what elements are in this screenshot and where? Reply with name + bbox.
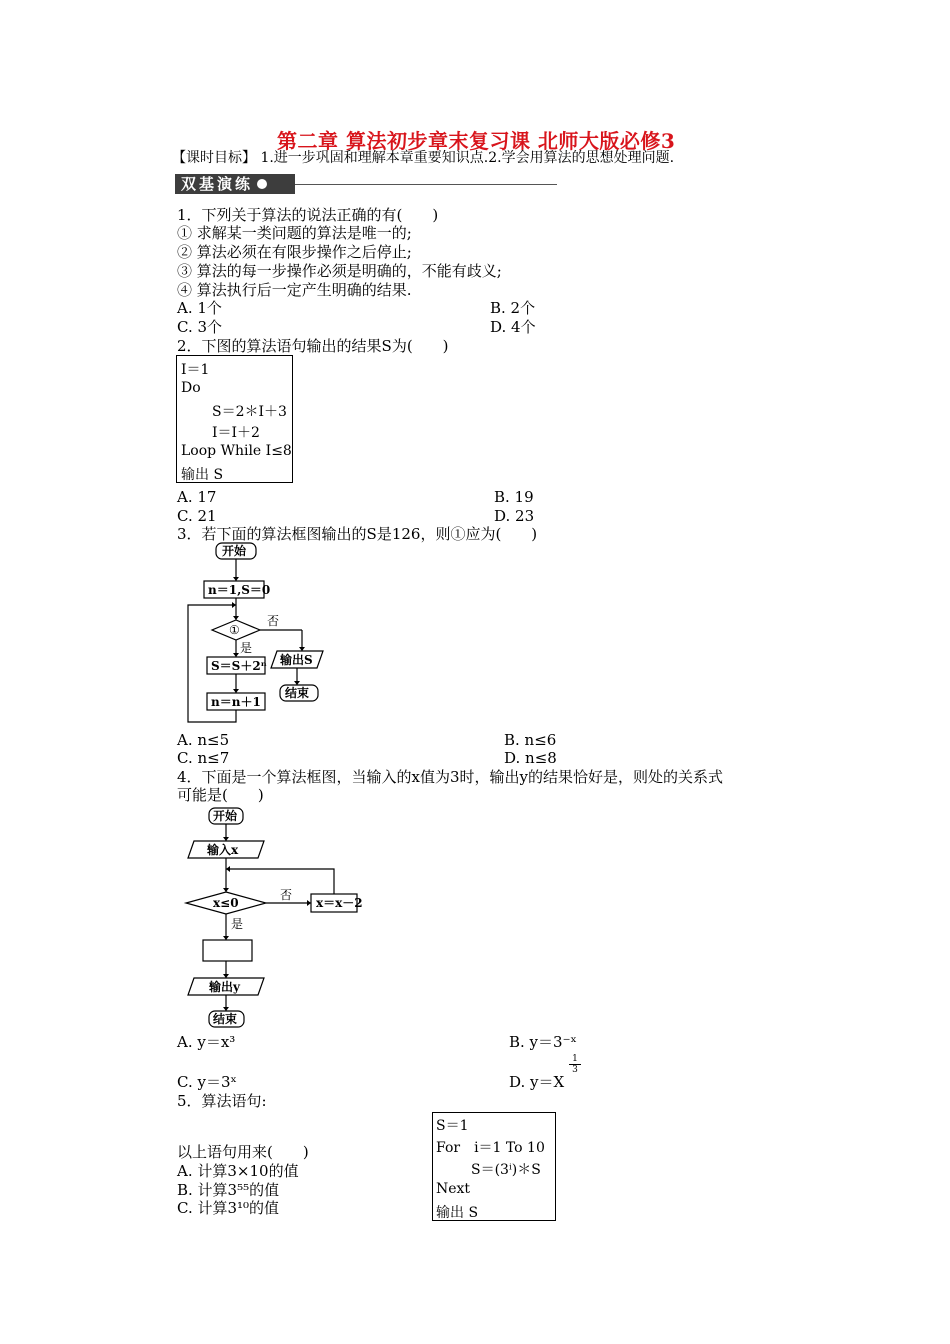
assign-label: x＝x－2 xyxy=(316,896,363,910)
q1-item: ③ 算法的每一步操作必须是明确的，不能有歧义; xyxy=(177,262,502,280)
end-label: 结束 xyxy=(285,686,310,700)
section-banner-label: 双基演练 xyxy=(181,175,254,193)
q4-option-c: C. y＝3ˣ xyxy=(177,1073,237,1091)
section-divider xyxy=(295,184,557,185)
q4-option-a: A. y＝x³ xyxy=(177,1033,236,1051)
blank-box xyxy=(203,940,252,961)
q1-item: ① 求解某一类问题的算法是唯一的; xyxy=(177,224,412,242)
q1-option-a: A. 1个 xyxy=(177,299,222,317)
q1-item: ② 算法必须在有限步操作之后停止; xyxy=(177,243,412,261)
increment-label: n＝n＋1 xyxy=(211,695,261,709)
q1-stem: 1．下列关于算法的说法正确的有( ) xyxy=(177,206,439,224)
q1-option-b: B. 2个 xyxy=(490,299,536,317)
q5-stem: 5．算法语句: xyxy=(177,1092,267,1110)
code-line: 输出 S xyxy=(436,1205,479,1221)
q3-option-b: B. n≤6 xyxy=(504,731,557,749)
code-line: Do xyxy=(181,380,201,396)
q1-option-c: C. 3个 xyxy=(177,318,223,336)
q4-option-b: B. y＝3⁻ˣ xyxy=(509,1033,577,1051)
q4-option-d xyxy=(509,1073,564,1091)
q5-option-b: B. 计算3⁵⁵的值 xyxy=(177,1181,280,1199)
q4-option-d-exponent xyxy=(569,1054,581,1075)
code-line: S＝(3ⁱ)＊S xyxy=(471,1162,541,1178)
section-banner xyxy=(175,174,295,194)
start-label: 开始 xyxy=(222,544,247,558)
bullet-icon xyxy=(257,179,267,189)
code-line: I＝I＋2 xyxy=(212,425,260,441)
q2-option-b: B. 19 xyxy=(494,488,534,506)
yes-label: 是 xyxy=(231,917,244,931)
code-line: Next xyxy=(436,1181,471,1197)
code-line: For i＝1 To 10 xyxy=(436,1140,545,1156)
code-line: 输出 S xyxy=(181,467,224,483)
yes-label: 是 xyxy=(240,641,253,655)
code-line: Loop While I≤8 xyxy=(181,443,292,459)
start-label: 开始 xyxy=(213,809,238,823)
q4-flowchart xyxy=(180,803,370,1033)
q2-option-a: A. 17 xyxy=(177,488,217,506)
no-label: 否 xyxy=(267,614,280,628)
page-title: 第二章 算法初步章末复习课 北师大版必修3 xyxy=(277,129,676,153)
q2-option-d: D. 23 xyxy=(494,507,535,525)
input-label: 输入x xyxy=(207,843,239,857)
code-line: S＝2＊I＋3 xyxy=(212,404,287,420)
condition-label: x≤0 xyxy=(213,896,239,910)
code-line: S＝1 xyxy=(436,1118,469,1134)
q3-stem: 3．若下面的算法框图输出的S是126，则①应为( ) xyxy=(177,525,538,543)
q5-option-c: C. 计算3¹⁰的值 xyxy=(177,1199,280,1217)
exponent-numerator: 1 xyxy=(572,1054,578,1064)
q4-stem-continued: 可能是( ) xyxy=(177,786,264,804)
q3-option-c: C. n≤7 xyxy=(177,749,230,767)
q5-code-box xyxy=(432,1112,556,1221)
code-line: I＝1 xyxy=(181,362,210,378)
q3-flowchart xyxy=(170,538,340,728)
q3-option-a: A. n≤5 xyxy=(177,731,230,749)
end-label: 结束 xyxy=(213,1012,238,1026)
q2-option-c: C. 21 xyxy=(177,507,217,525)
q2-code-box xyxy=(176,355,293,483)
q1-item: ④ 算法执行后一定产生明确的结果. xyxy=(177,281,412,299)
no-label: 否 xyxy=(280,888,293,902)
output-label: 输出y xyxy=(209,980,240,994)
q4-stem: 4．下面是一个算法框图，当输入的x值为3时，输出y的结果恰好是，则处的关系式 xyxy=(177,768,724,786)
q2-stem: 2．下图的算法语句输出的结果S为( ) xyxy=(177,337,449,355)
condition-label: ① xyxy=(229,623,240,637)
q3-option-d: D. n≤8 xyxy=(504,749,557,767)
exponent-denominator: 3 xyxy=(569,1064,581,1075)
output-label: 输出S xyxy=(280,653,313,667)
lesson-objectives: 【课时目标】 1.进一步巩固和理解本章重要知识点.2.学会用算法的思想处理问题. xyxy=(172,150,675,166)
q5-option-a: A. 计算3×10的值 xyxy=(177,1162,299,1180)
q4-option-d-base: D. y＝X xyxy=(509,1073,565,1091)
init-label: n＝1,S＝0 xyxy=(208,583,271,597)
q5-lead: 以上语句用来( ) xyxy=(177,1143,309,1161)
q1-option-d: D. 4个 xyxy=(490,318,536,336)
sum-label: S＝S＋2ⁿ xyxy=(211,659,267,673)
